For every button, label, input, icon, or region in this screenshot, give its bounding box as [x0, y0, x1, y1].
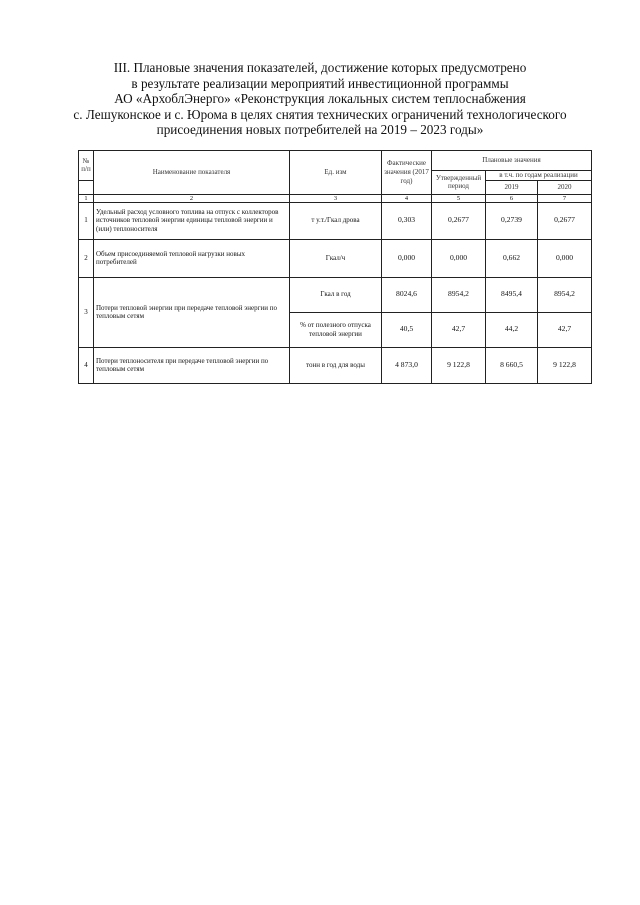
col-index-7: 7 [538, 194, 592, 202]
header-planned: Плановые значения [432, 151, 592, 171]
row-actual: 0,000 [382, 239, 432, 277]
table-row [79, 202, 592, 239]
title-line-4: с. Лешуконское и с. Юрома в целях снятия технических ограничений технологического [73, 106, 567, 122]
row-2020: 8954,2 [538, 277, 592, 312]
row-2020-percent: 42,7 [538, 312, 592, 347]
row-approved: 0,2677 [432, 202, 486, 239]
header-year-2019: 2019 [486, 180, 538, 194]
col-index-4: 4 [382, 194, 432, 202]
row-name: Удельный расход условного топлива на отпуск с коллекторов источников тепловой энергии единицы тепловой энергии и (или) теплоносителя [94, 202, 290, 239]
header-unit: Ед. изм [290, 151, 382, 195]
row-unit-percent: % от полезного отпуска тепловой энергии [290, 312, 382, 347]
row-num: 2 [79, 239, 94, 277]
title-line-1: III. Плановые значения показателей, достижение которых предусмотрено [113, 60, 527, 75]
row-actual-percent: 40,5 [382, 312, 432, 347]
header-name: Наименование показателя [94, 151, 290, 195]
col-index-2: 2 [94, 194, 290, 202]
row-approved: 8954,2 [432, 277, 486, 312]
row-approved: 9 122,8 [432, 347, 486, 383]
title-line-2: в результате реализации мероприятий инвестиционной программы [131, 75, 509, 91]
table-row [79, 239, 592, 277]
row-unit: Гкал/ч [290, 239, 382, 277]
document-title [60, 60, 580, 138]
table-row [79, 347, 592, 383]
header-year-2020: 2020 [538, 180, 592, 194]
row-2020: 0,2677 [538, 202, 592, 239]
header-by-years: в т.ч. по годам реализации [486, 171, 592, 181]
header-num: № п/п [79, 151, 94, 181]
row-num: 4 [79, 347, 94, 383]
indicators-table [78, 150, 592, 384]
row-2019: 8 660,5 [486, 347, 538, 383]
row-num: 1 [79, 202, 94, 239]
col-index-5: 5 [432, 194, 486, 202]
row-2019-percent: 44,2 [486, 312, 538, 347]
header-approved: Утвержденный период [432, 171, 486, 195]
col-index-1: 1 [79, 194, 94, 202]
header-row-1 [79, 151, 592, 171]
col-index-3: 3 [290, 194, 382, 202]
row-num: 3 [79, 277, 94, 347]
table-row [79, 277, 592, 312]
title-line-3: АО «АрхоблЭнерго» «Реконструкция локальных систем теплоснабжения [114, 91, 526, 107]
header-num-spacer [79, 180, 94, 194]
row-unit: тонн в год для воды [290, 347, 382, 383]
row-2020: 9 122,8 [538, 347, 592, 383]
row-2019: 0,662 [486, 239, 538, 277]
row-actual: 4 873,0 [382, 347, 432, 383]
row-approved: 0,000 [432, 239, 486, 277]
row-actual: 0,303 [382, 202, 432, 239]
col-index-6: 6 [486, 194, 538, 202]
row-name: Потери тепловой энергии при передаче тепловой энергии по тепловым сетям [94, 277, 290, 347]
row-unit: т у.т./Гкал дрова [290, 202, 382, 239]
row-approved-percent: 42,7 [432, 312, 486, 347]
row-unit: Гкал в год [290, 277, 382, 312]
header-actual: Фактические значения (2017 год) [382, 151, 432, 195]
title-line-5: присоединения новых потребителей на 2019 – 2023 годы» [156, 122, 484, 138]
column-index-row [79, 194, 592, 202]
row-actual: 8024,6 [382, 277, 432, 312]
row-2020: 0,000 [538, 239, 592, 277]
row-name: Потери теплоносителя при передаче тепловой энергии по тепловым сетям [94, 347, 290, 383]
row-name: Объем присоединяемой тепловой нагрузки новых потребителей [94, 239, 290, 277]
row-2019: 0,2739 [486, 202, 538, 239]
row-2019: 8495,4 [486, 277, 538, 312]
